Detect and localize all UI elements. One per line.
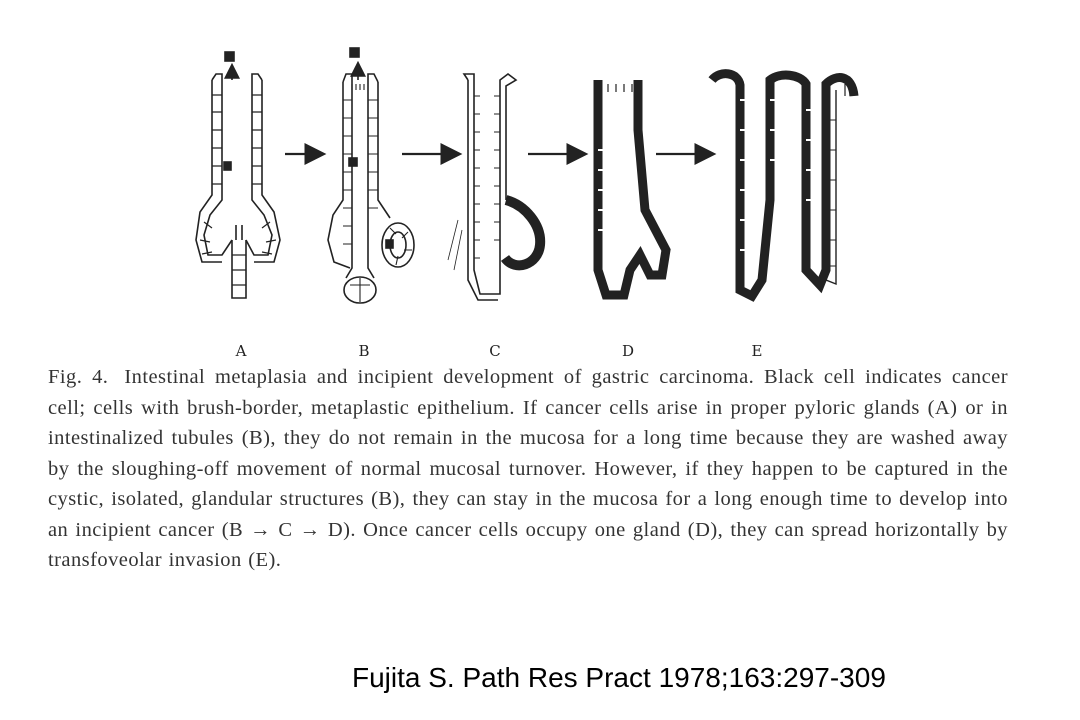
caption-text: Intestinal metaplasia and incipient development of gastric carcinoma. Black cell indicates cancer cell; cells with brush-border, metaplastic epithelium. If cancer cells arise in proper pyloric glands (A) or in intestinalized tubules (B), they do not remain in the mucosa for a long time because they are washed away by the sloughing-off movement of normal mucosal turnover. However, if they happen to be captured in the cystic, isolated, glandular structures (B), they can stay in the mucosa for a long enough time to develop into an incipient cancer (B → C → D). Once cancer cells occupy one gland (D), they can spread horizontally by transfoveolar invasion (E). (48, 366, 1009, 571)
panel-d-gland (598, 80, 666, 295)
captured-cancer-cell-b (386, 240, 393, 248)
figure-number: Fig. 4. (48, 366, 109, 388)
cancer-cell-b (349, 158, 357, 166)
panel-a-gland (196, 52, 280, 298)
figure-caption (48, 362, 1008, 576)
panel-label-c: C (489, 342, 501, 360)
detached-cancer-cell-b (350, 48, 359, 57)
panel-c-gland (448, 74, 540, 300)
citation: Fujita S. Path Res Pract 1978;163:297-309 (352, 662, 886, 693)
panel-label-a: A (235, 342, 247, 360)
panel-b-gland (328, 48, 414, 303)
panel-label-e: E (751, 342, 763, 360)
detached-cancer-cell-a (225, 52, 234, 61)
cancer-cell-a (224, 162, 231, 170)
panel-label-d: D (621, 342, 635, 360)
panel-label-b: B (358, 342, 370, 360)
panel-e-gland (712, 74, 854, 296)
gland-diagram-svg (0, 0, 900, 320)
gland-diagram-figure (180, 30, 763, 360)
